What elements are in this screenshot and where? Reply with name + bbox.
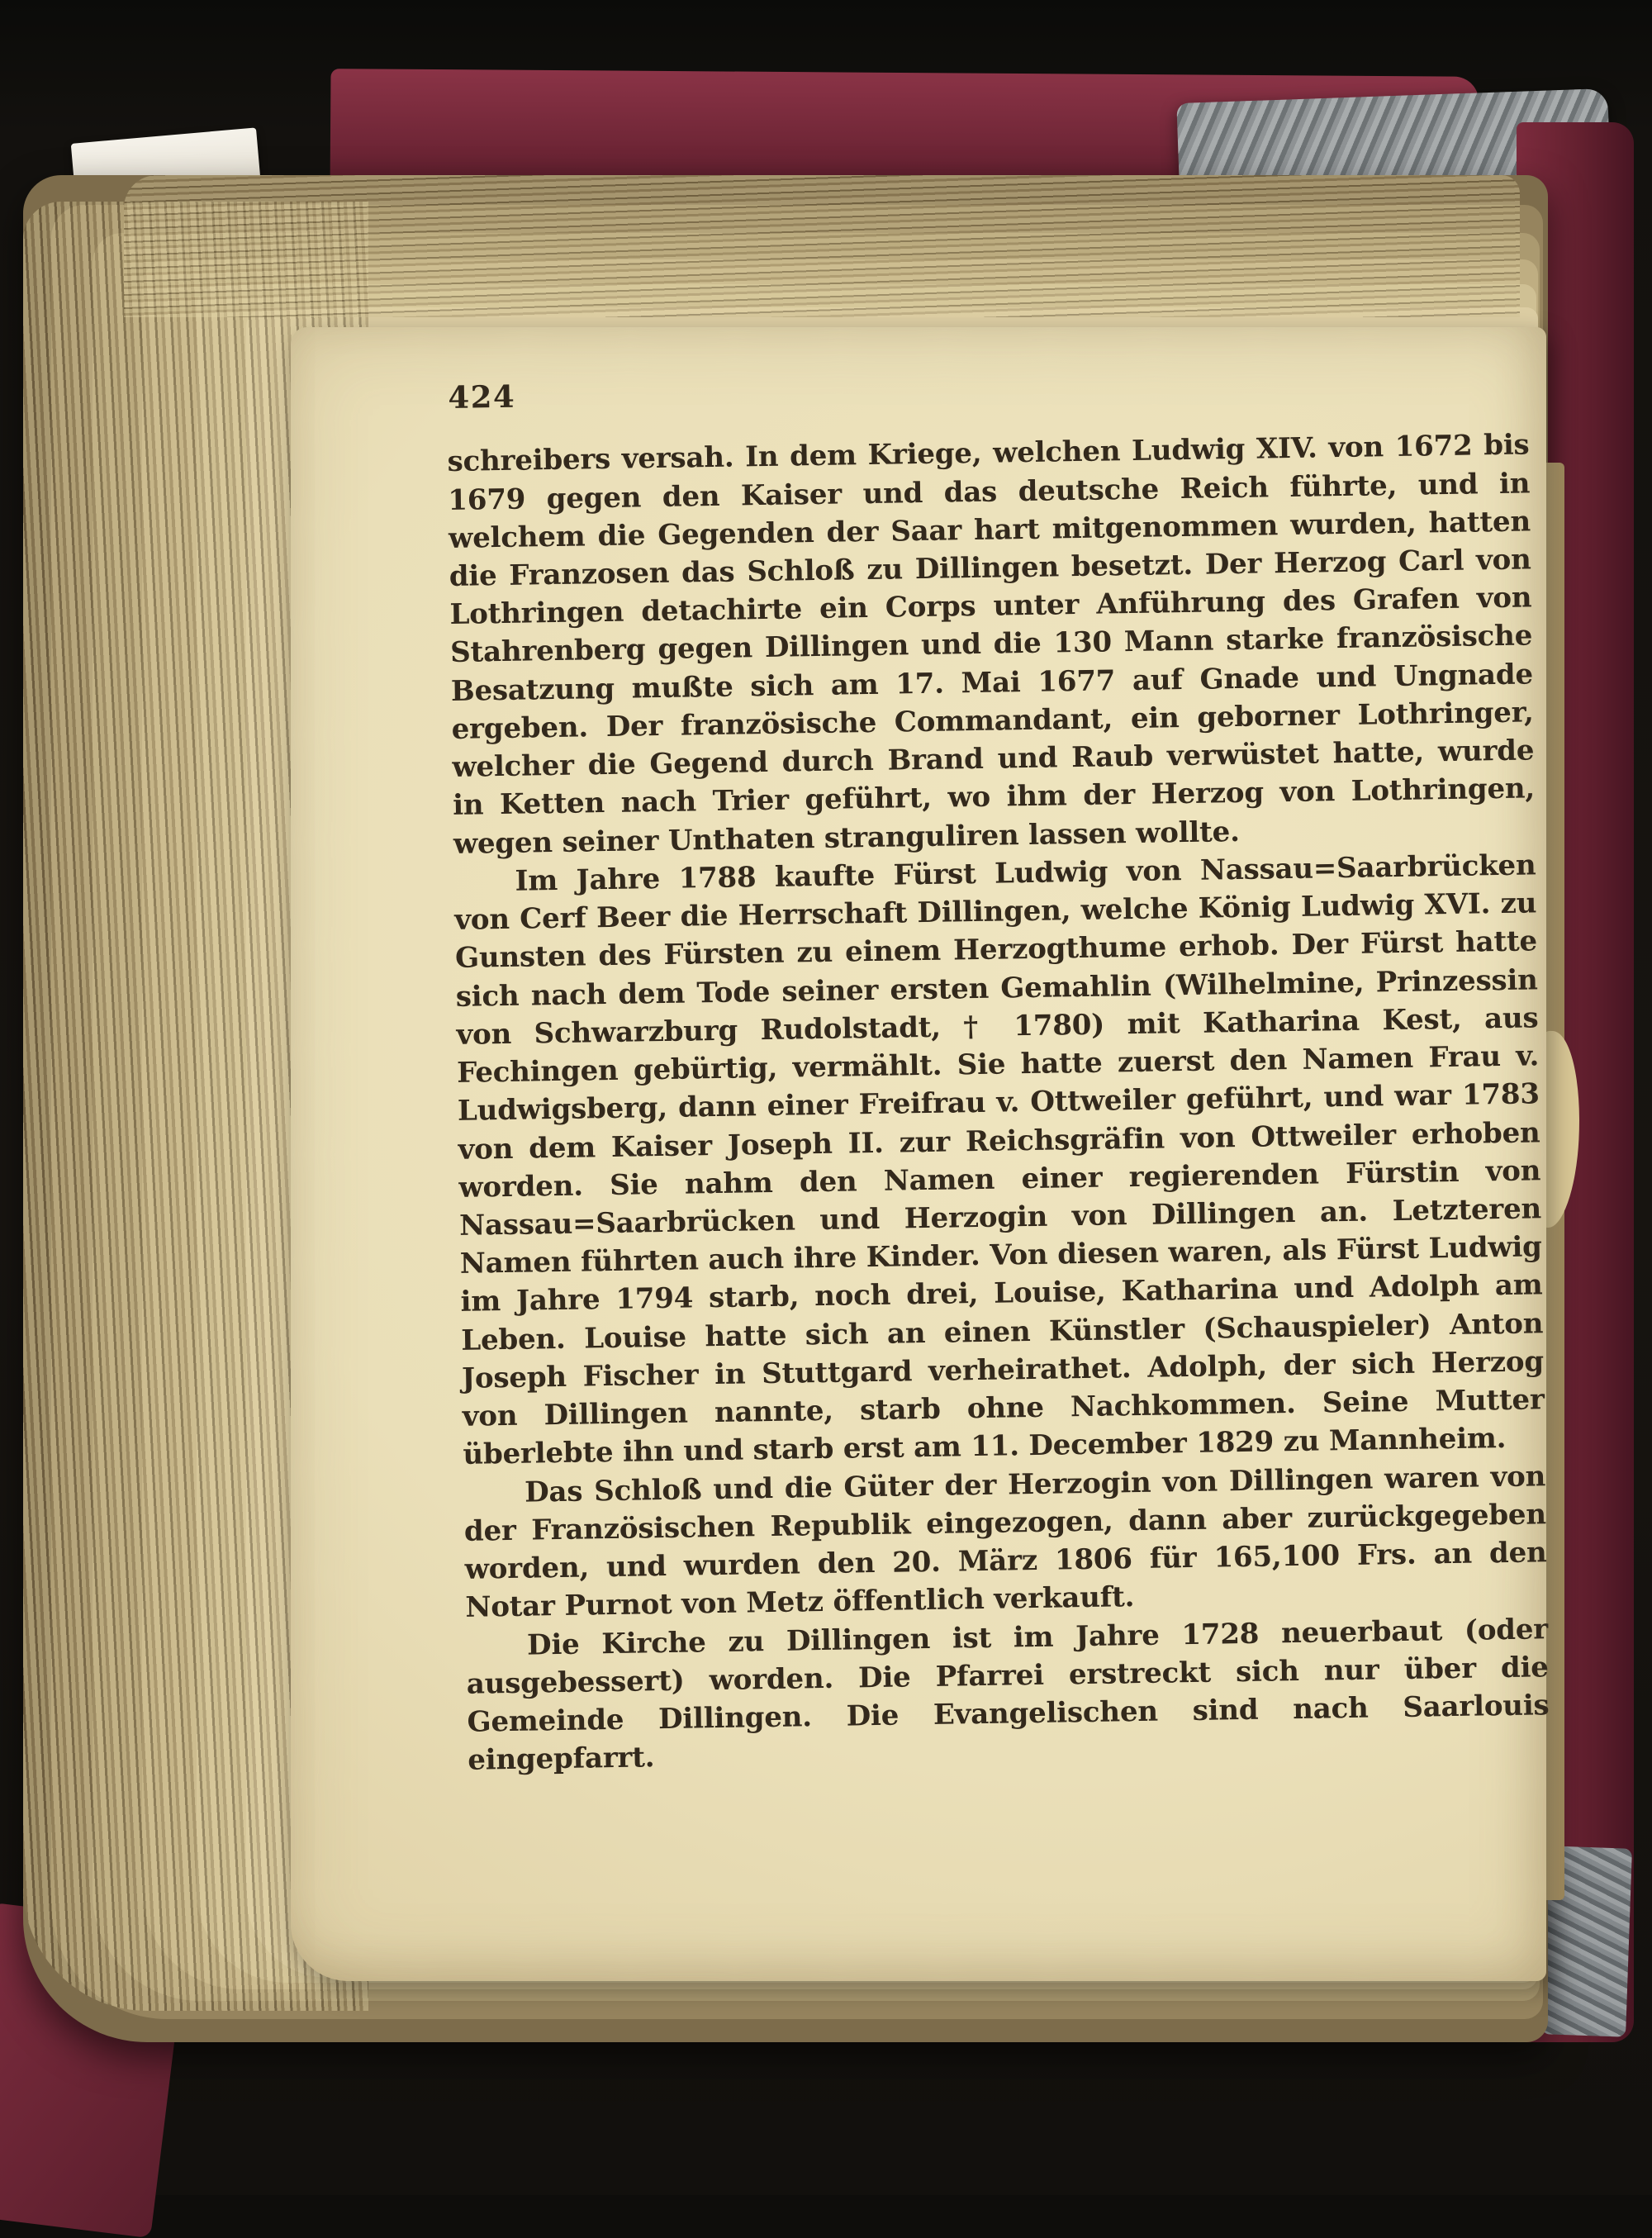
paragraph: Im Jahre 1788 kaufte Fürst Ludwig von Nassau=Saarbrücken von Cerf Beer die Herrschaft Dillingen, welche König Ludwig XVI. zu Gunsten des Fürsten zu einem Herzogthume erhob. Der Fürst hatte sich nach dem Tode seiner ersten Gemahlin (Wilhelmine, Prinzessin von Schwarzburg Rudolstadt, † 1780) mit Katharina Kest, aus Fechingen gebürtig, vermählt. Sie hatte zuerst den Namen Frau v. Ludwigsberg, dann einer Freifrau v. Ottweiler geführt, und war 1783 von dem Kaiser Joseph II. zur Reichsgräfin von Ottweiler erhoben worden. Sie nahm den Namen einer regierenden Fürstin von Nassau=Saarbrücken und Herzogin von Dillingen an. Letzteren Namen führten auch ihre Kinder. Von diesen waren, als Fürst Ludwig im Jahre 1794 starb, noch drei, Louise, Katharina und Adolph am Leben. Louise hatte sich an einen Künstler (Schauspieler) Anton Joseph Fischer in Stuttgard verheirathet. Adolph, der sich Herzog von Dillingen nannte, starb ohne Nachkommen. Seine Mutter überlebte ihn und starb erst am 11. December 1829 zu Mannheim. — [454, 848, 1545, 1472]
book-page — [291, 327, 1550, 1981]
paragraph: Das Schloß und die Güter der Herzogin von Dillingen waren von der Französischen Republik eingezogen, dann aber zurückgegeben worden, und wurden den 20. März 1806 für 165,100 Frs. an den Notar Purnot von Metz öffentlich verkauft. — [463, 1459, 1547, 1625]
page-number: 424 — [448, 378, 516, 416]
paragraph: schreibers versah. In dem Kriege, welchen Ludwig XIV. von 1672 bis 1679 gegen den Kaiser und das deutsche Reich führte, und in welchem die Gegenden der Saar hart mitgenommen wurden, hatten die Franzosen das Schloß zu Dillingen besetzt. Der Herzog Carl von Lothringen detachirte ein Corps unter Anführung des Grafen von Stahrenberg gegen Dillingen und die 130 Mann starke französische Besatzung mußte sich am 17. Mai 1677 auf Gnade und Ungnade ergeben. Der französische Commandant, ein geborner Lothringer, welcher die Gegend durch Brand und Raub verwüstet hatte, wurde in Ketten nach Trier geführt, wo ihm der Herzog von Lothringen, wegen seiner Unthaten stranguliren lassen wollte. — [447, 428, 1536, 861]
page-text — [446, 359, 1550, 1779]
paragraph: Die Kirche zu Dillingen ist im Jahre 1728 neuerbaut (oder ausgebessert) worden. Die Pfarrei erstreckt sich nur über die Gemeinde Dillingen. Die Evangelischen sind nach Saarlouis eingepfarrt. — [466, 1612, 1550, 1778]
